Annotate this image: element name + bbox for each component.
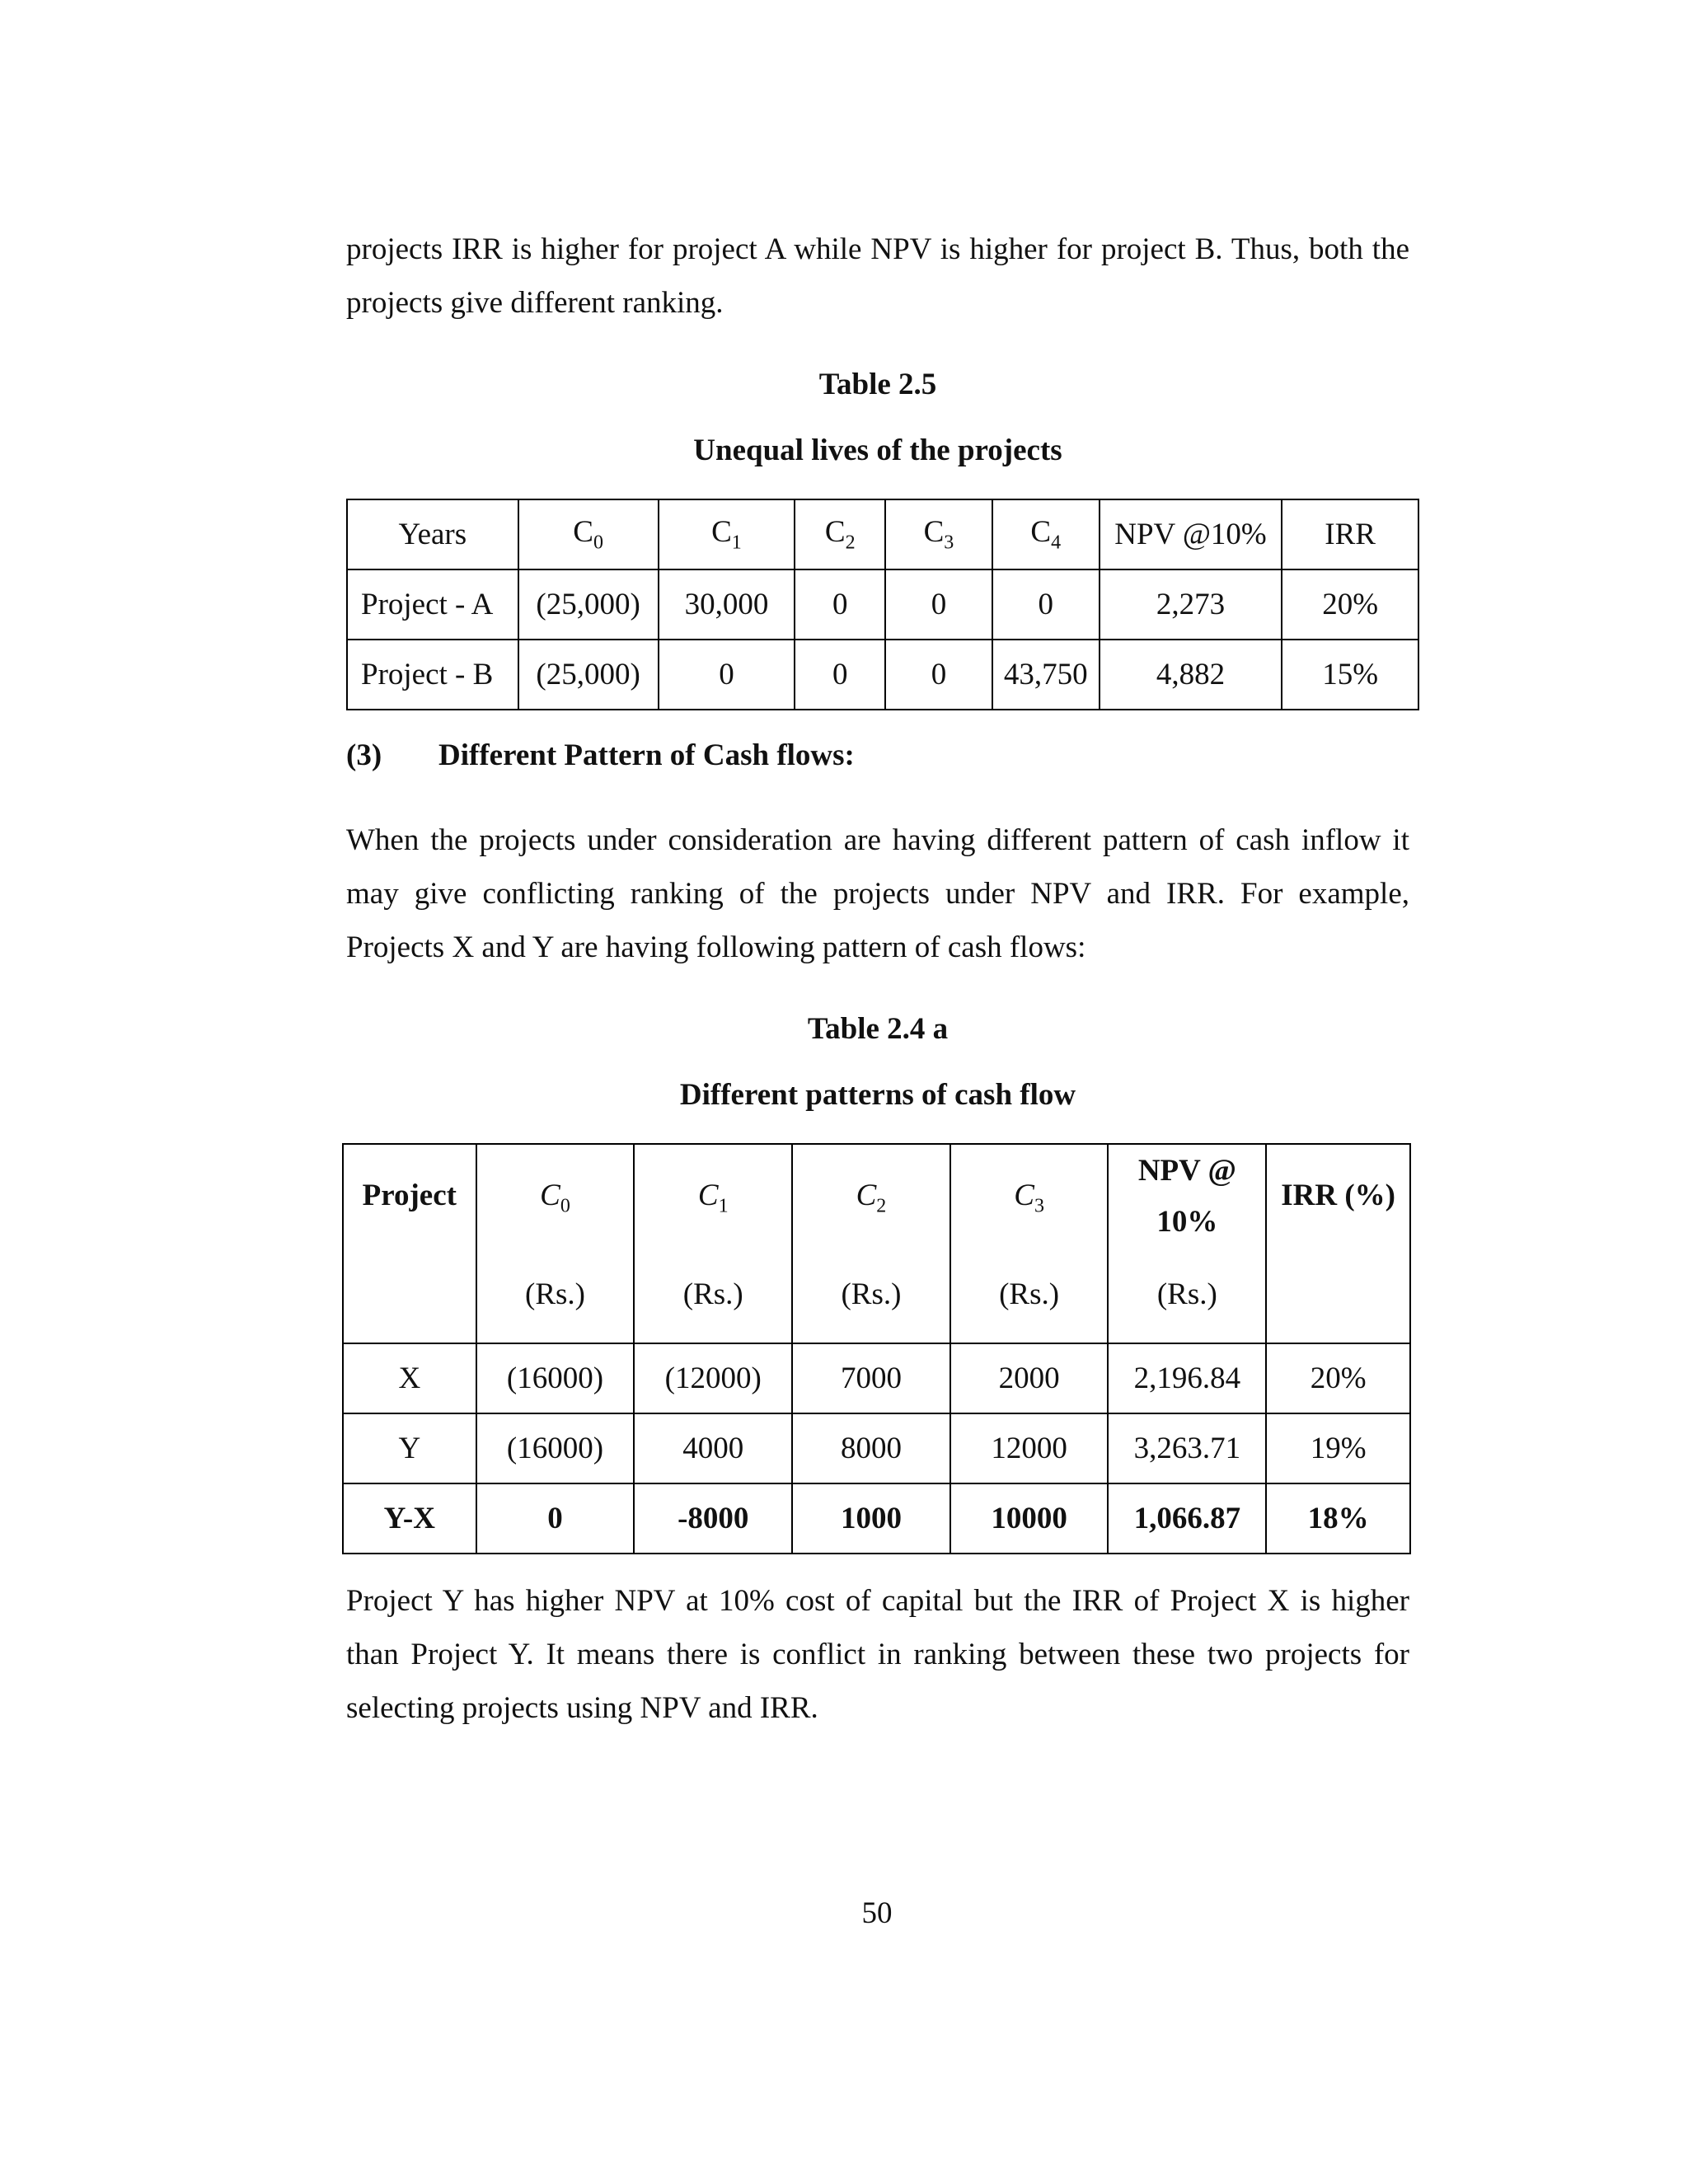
header-c1-unit: (Rs.) [682, 1277, 743, 1311]
section-3-paragraph-block [346, 813, 1409, 974]
table-cell: Project - B [347, 640, 518, 710]
table-cell: 43,750 [992, 640, 1100, 710]
header-npv-unit: (Rs.) [1156, 1277, 1217, 1311]
table-cell: 0 [795, 640, 885, 710]
header-c3-unit: (Rs.) [999, 1277, 1060, 1311]
table2-title: Different patterns of cash flow [679, 1078, 1076, 1112]
table-cell: Y [343, 1413, 476, 1483]
header-c1-sub: 1 [731, 532, 742, 554]
header-npv: NPV @10% [1100, 499, 1282, 569]
header-npv-line1: NPV @ [1137, 1154, 1236, 1188]
header-c2-label: C [824, 515, 846, 550]
header-c3-sub: 3 [1034, 1195, 1044, 1217]
table-cell: 12000 [950, 1413, 1109, 1483]
table-cell: 0 [476, 1483, 635, 1554]
table-row [347, 569, 1418, 640]
table-cell: 2,273 [1100, 569, 1282, 640]
table-cell: (25,000) [518, 569, 659, 640]
unequal-lives-table [346, 499, 1419, 710]
header-c1 [634, 1144, 792, 1343]
table-cell: 0 [795, 569, 885, 640]
conclusion-paragraph: Project Y has higher NPV at 10% cost of capital but the IRR of Project X is higher than Project Y. It means there is conflict in ranking between these two projects for selecting projects using NPV and IRR. [346, 1584, 1409, 1725]
table1-label: Table 2.5 [818, 368, 937, 401]
cash-flow-patterns-table [342, 1143, 1411, 1554]
header-c3 [885, 499, 992, 569]
header-irr: IRR [1282, 499, 1418, 569]
header-irr-label: IRR (%) [1281, 1179, 1395, 1212]
header-c3 [950, 1144, 1109, 1343]
header-irr [1266, 1144, 1410, 1343]
table-cell: 0 [992, 569, 1100, 640]
table-cell: 15% [1282, 640, 1418, 710]
header-c0-label: C [540, 1179, 560, 1212]
table-cell: 8000 [792, 1413, 950, 1483]
header-c2-symbol [793, 1178, 950, 1217]
table-cell: 1,066.87 [1108, 1483, 1266, 1554]
header-c1 [659, 499, 795, 569]
header-c4-sub: 4 [1051, 532, 1062, 554]
table-cell: 1000 [792, 1483, 950, 1554]
header-npv-line2: 10% [1156, 1205, 1218, 1239]
table-cell: 2000 [950, 1343, 1109, 1413]
section-3-heading [346, 738, 855, 774]
header-c0-sub: 0 [593, 532, 603, 554]
header-c2-unit: (Rs.) [841, 1277, 902, 1311]
table-cell: Project - A [347, 569, 518, 640]
header-c1-label: C [697, 1179, 719, 1212]
table-cell: 18% [1266, 1483, 1410, 1554]
header-c3-symbol [951, 1178, 1108, 1217]
table-cell: 4,882 [1100, 640, 1282, 710]
table-header-row [347, 499, 1418, 569]
table-cell: 7000 [792, 1343, 950, 1413]
table2-label: Table 2.4 a [807, 1012, 949, 1046]
header-c1-sub: 1 [718, 1195, 729, 1217]
table-row-total [343, 1483, 1410, 1554]
table1-title: Unequal lives of the projects [693, 434, 1062, 467]
header-npv [1108, 1144, 1266, 1343]
header-c0 [476, 1144, 635, 1343]
table-cell: 20% [1266, 1343, 1410, 1413]
table-cell: 2,196.84 [1108, 1343, 1266, 1413]
table-cell: 30,000 [659, 569, 795, 640]
table-cell: 0 [885, 569, 992, 640]
section-3-number: (3) [346, 738, 382, 772]
header-project [343, 1144, 476, 1343]
header-c3-label: C [1014, 1179, 1034, 1212]
header-c3-sub: 3 [944, 532, 954, 554]
intro-paragraph: projects IRR is higher for project A while NPV is higher for project B. Thus, both the projects give different ranking. [346, 232, 1409, 320]
header-c2-sub: 2 [845, 532, 856, 554]
table-cell: 0 [659, 640, 795, 710]
header-years: Years [347, 499, 518, 569]
intro-paragraph-block [346, 223, 1409, 330]
section-3-paragraph: When the projects under consideration are having different pattern of cash inflow it may give conflicting ranking of the projects under NPV and IRR. For example, Projects X and Y are having following pattern of cash flows: [346, 823, 1409, 964]
table-header-row [343, 1144, 1410, 1343]
header-c4-label: C [1030, 515, 1052, 550]
conclusion-paragraph-block [346, 1574, 1409, 1735]
header-c2 [792, 1144, 950, 1343]
header-project-label: Project [362, 1179, 457, 1212]
table-row [343, 1413, 1410, 1483]
table-cell: (16000) [476, 1343, 635, 1413]
table-cell: (25,000) [518, 640, 659, 710]
table-cell: (12000) [634, 1343, 792, 1413]
header-c1-symbol [635, 1178, 791, 1217]
table-cell: X [343, 1343, 476, 1413]
page-number: 50 [861, 1896, 893, 1930]
header-c0-symbol [477, 1178, 634, 1217]
table-cell: 3,263.71 [1108, 1413, 1266, 1483]
header-c0-sub: 0 [560, 1195, 570, 1217]
table-cell: Y-X [343, 1483, 476, 1554]
header-c1-label: C [711, 515, 732, 550]
header-c0-label: C [573, 515, 593, 550]
header-c0 [518, 499, 659, 569]
section-3-title: Different Pattern of Cash flows: [438, 738, 855, 772]
table-cell: 4000 [634, 1413, 792, 1483]
header-c0-unit: (Rs.) [525, 1277, 585, 1311]
table-cell: -8000 [634, 1483, 792, 1554]
header-c2-label: C [856, 1179, 877, 1212]
table-cell: 20% [1282, 569, 1418, 640]
table-row [347, 640, 1418, 710]
header-c4 [992, 499, 1100, 569]
header-c2-sub: 2 [876, 1195, 887, 1217]
table-cell: 19% [1266, 1413, 1410, 1483]
header-c2 [795, 499, 885, 569]
table-cell: 10000 [950, 1483, 1109, 1554]
table-row [343, 1343, 1410, 1413]
table-cell: (16000) [476, 1413, 635, 1483]
header-c3-label: C [923, 515, 945, 550]
table-cell: 0 [885, 640, 992, 710]
